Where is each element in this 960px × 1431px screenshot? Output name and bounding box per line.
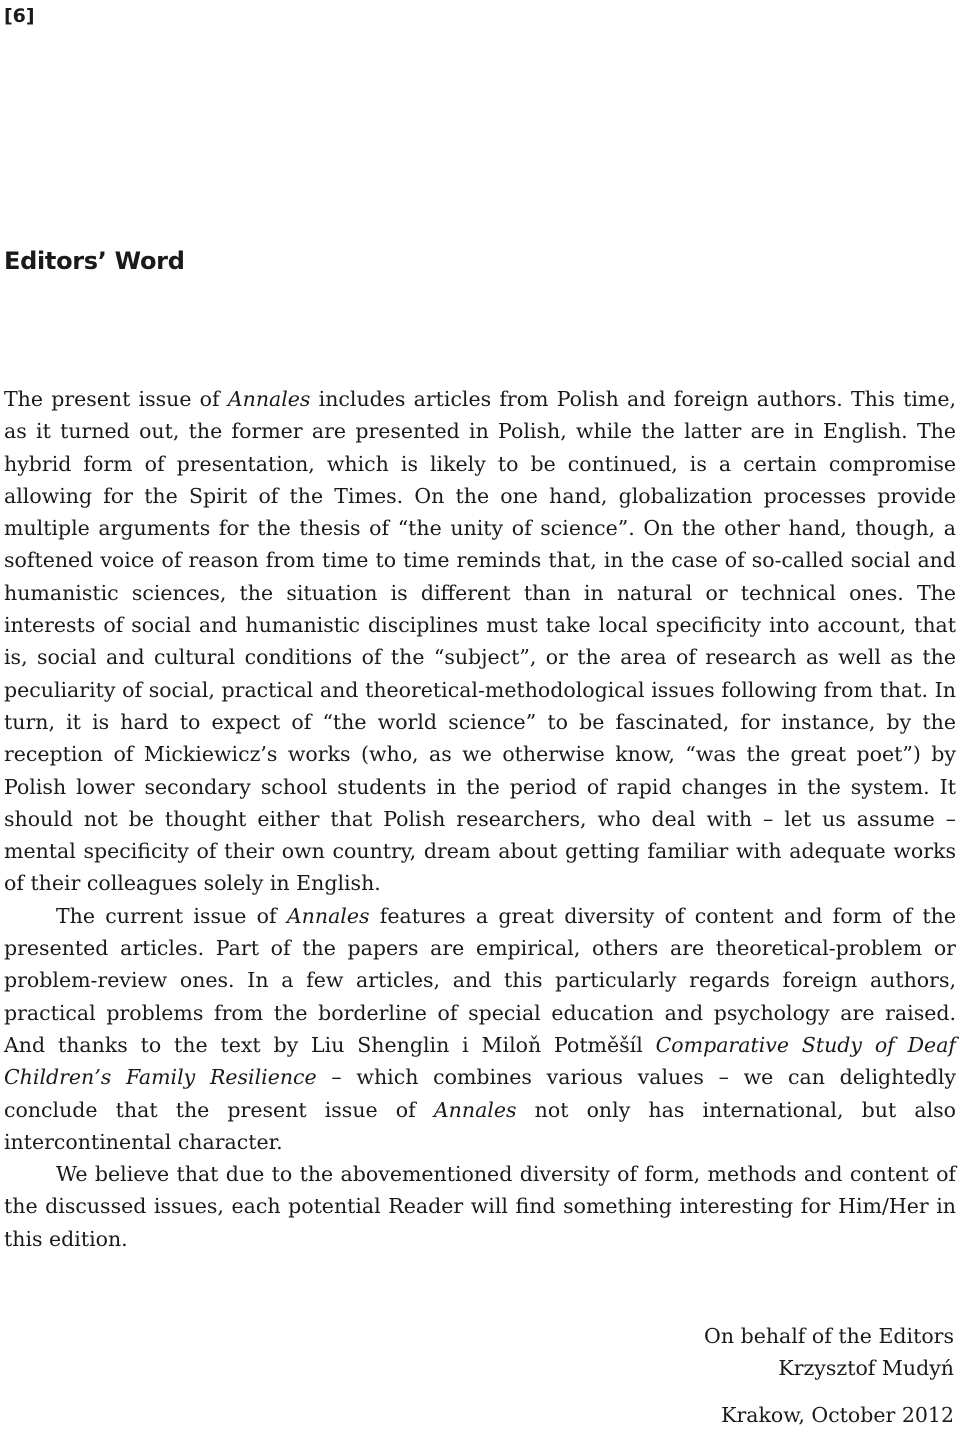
paragraph-text: The present issue of: [4, 387, 228, 411]
italic-text: Annales: [433, 1097, 517, 1122]
body-paragraph: [4, 1158, 956, 1255]
signature-block: [704, 1320, 954, 1431]
italic-text: Annales: [227, 387, 311, 411]
italic-text: Comparative Study of Deaf Children’s Family Resilience: [4, 1032, 956, 1090]
page-title: Editors’ Word: [4, 247, 185, 275]
italic-text: Annales: [286, 903, 370, 928]
page-number: [6]: [4, 5, 35, 27]
signature-role: On behalf of the Editors: [704, 1324, 954, 1348]
paragraph-text: The current issue of: [56, 903, 287, 928]
paragraph-text: not only has international, but also intercontinental character.: [4, 1097, 956, 1154]
body-paragraph: [4, 900, 956, 1158]
body-paragraph: [4, 383, 956, 900]
signature-date: Krakow, October 2012: [721, 1402, 954, 1427]
article-body: [4, 383, 956, 1255]
signature-name: Krzysztof Mudyń: [778, 1356, 954, 1381]
paragraph-text: features a great diversity of content and form of the presented articles. Part of the papers are empirical, others are theoretical-problem or problem-review ones. In a few articles, and this particularly regards foreign authors, practical problems from the borderline of special education and psychology are raised. And thanks to the text by Liu Shenglin i Miloň Potměšíl: [4, 903, 956, 1057]
paragraph-text: We believe that due to the abovementioned diversity of form, methods and content of the discussed issues, each potential Reader will find something interesting for Him/Her in this edition.: [4, 1162, 956, 1251]
paragraph-text: includes articles from Polish and foreign authors. This time, as it turned out, the former are presented in Polish, while the latter are in English. The hybrid form of presentation, which is likely to be continued, is a certain compromise allowing for the Spirit of the Times. On the one hand, globalization processes provide multiple arguments for the thesis of “the unity of science”. On the other hand, though, a softened voice of reason from time to time reminds that, in the case of so-called social and humanistic sciences, the situation is different than in natural or technical ones. The interests of social and humanistic disciplines must take local specificity into account, that is, social and cultural conditions of the “subject”, or the area of research as well as the peculiarity of social, practical and theoretical-methodological issues following from that. In turn, it is hard to expect of “the world science” to be fascinated, for instance, by the reception of Mickiewicz’s works (who, as we otherwise know, “was the great poet”) by Polish lower secondary school students in the period of rapid changes in the system. It should not be thought either that Polish researchers, who deal with – let us assume – mental specificity of their own country, dream about getting familiar with adequate works of their colleagues solely in English.: [4, 387, 956, 896]
paragraph-text: – which combines various values – we can delightedly conclude that the present issue of: [4, 1065, 956, 1122]
